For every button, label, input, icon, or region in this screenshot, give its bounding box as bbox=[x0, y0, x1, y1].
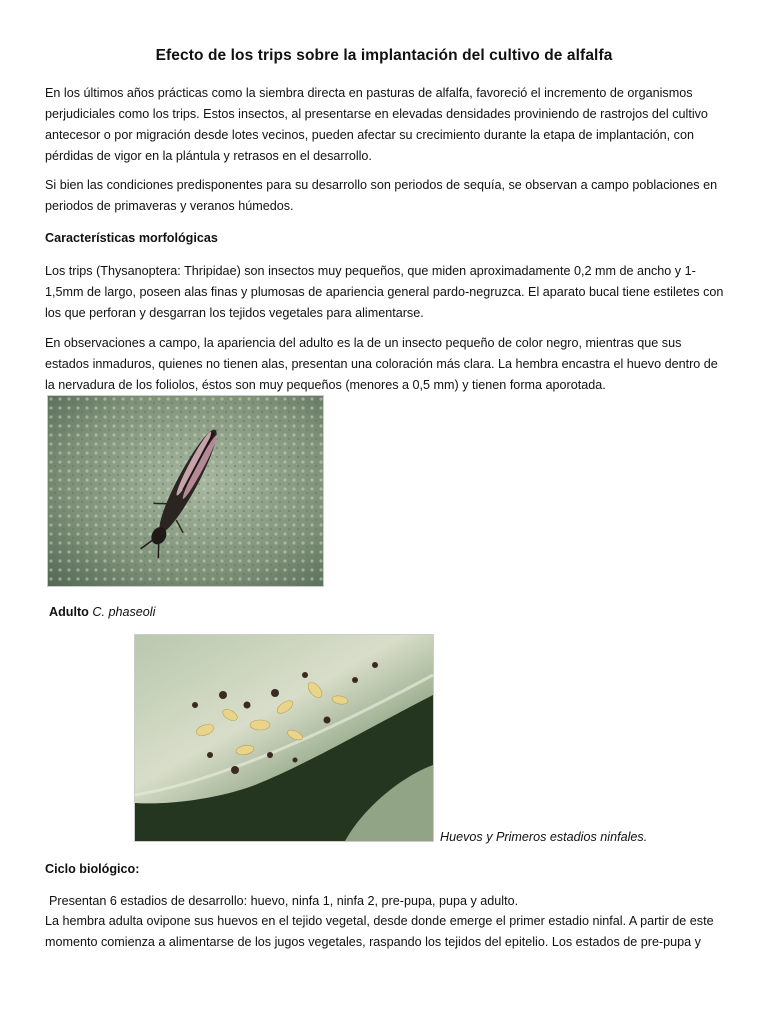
conditions-paragraph: Si bien las condiciones predisponentes para su desarrollo son periodos de sequía, se observan a campo poblaciones en periodos de primaveras y veranos húmedos. bbox=[45, 178, 718, 213]
adult-caption-species: C. phaseoli bbox=[92, 605, 156, 619]
morphology-paragraph-1: Los trips (Thysanoptera: Thripidae) son insectos muy pequeños, que miden aproximadamente 0,2 mm de ancho y 1-1,5mm de largo, poseen alas finas y plumosas de apariencia general pardo-negruzca. El aparato bucal tiene estiletes con los que perforan y desgarran los tejidos vegetales para alimentarse. bbox=[45, 264, 724, 320]
adult-caption-label: Adulto bbox=[49, 605, 89, 619]
adult-thrips-photo bbox=[47, 395, 324, 587]
document-title: Efecto de los trips sobre la implantación del cultivo de alfalfa bbox=[155, 47, 613, 64]
morphology-heading: Características morfológicas bbox=[45, 231, 218, 245]
adult-caption bbox=[49, 603, 155, 621]
nymphs-caption bbox=[440, 828, 647, 846]
morphology-paragraph-2: En observaciones a campo, la apariencia del adulto es la de un insecto pequeño de color negro, mientras que sus estados inmaduros, quienes no tienen alas, presentan una coloración más clara. La hembra encastra el huevo dentro de la nervadura de los foliolos, éstos son muy pequeños (menores a 0,5 mm) y tienen forma aporotada. bbox=[45, 336, 718, 392]
nymphs-caption-text: Huevos y Primeros estadios ninfales. bbox=[440, 830, 648, 844]
nymphs-photo bbox=[134, 634, 434, 842]
cycle-heading: Ciclo biológico: bbox=[45, 862, 140, 876]
intro-paragraph: En los últimos años prácticas como la siembra directa en pasturas de alfalfa, favoreció el incremento de organismos perjudiciales como los trips. Estos insectos, al presentarse en elevadas densidades proviniendo de rastrojos del cultivo antecesor o por migración desde lotes vecinos, pueden afectar su crecimiento durante la etapa de implantación, con pérdidas de vigor en la plántula y retrasos en el desarrollo. bbox=[45, 86, 708, 163]
adult-thrips-image bbox=[48, 396, 323, 586]
cycle-paragraph-2: La hembra adulta ovipone sus huevos en el tejido vegetal, desde donde emerge el primer estadio ninfal. A partir de este momento comienza a alimentarse de los jugos vegetales, raspando los tejidos del epitelio. Los estados de pre-pupa y bbox=[45, 914, 714, 949]
cycle-paragraph-1: Presentan 6 estadios de desarrollo: huevo, ninfa 1, ninfa 2, pre-pupa, pupa y adulto. bbox=[49, 894, 519, 908]
nymphs-image bbox=[135, 635, 433, 841]
